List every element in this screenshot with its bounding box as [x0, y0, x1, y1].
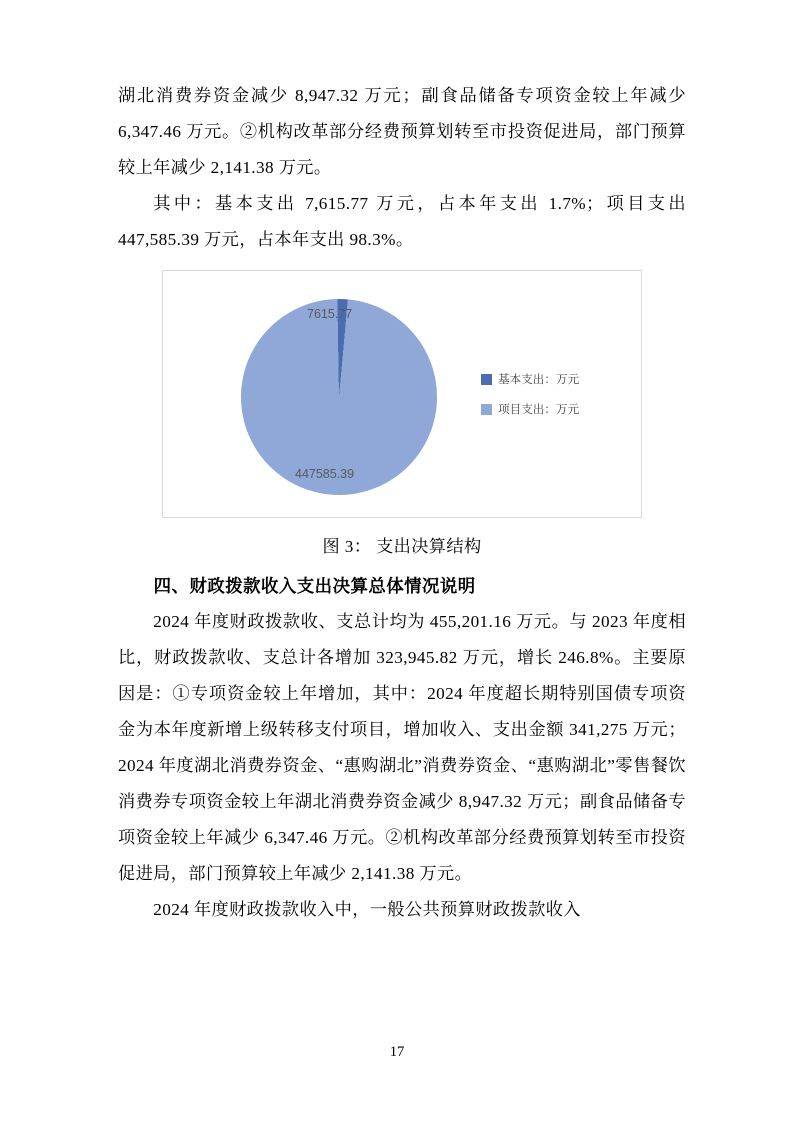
- page-number: 17: [389, 1044, 405, 1060]
- pie-label-basic: 7615.77: [307, 307, 353, 321]
- pie-graphic: [241, 299, 437, 495]
- legend-item-project: [481, 401, 579, 417]
- legend-item-basic: [481, 371, 579, 387]
- figure-3-container: [118, 270, 686, 518]
- figure-caption: 图 3： 支出决算结构: [322, 537, 482, 556]
- paragraph-breakdown: 其中：基本支出 7,615.77 万元，占本年支出 1.7%；项目支出 447,585.39 万元，占本年支出 98.3%。: [118, 194, 686, 249]
- pie-chart: [162, 270, 642, 518]
- chart-legend: [481, 371, 579, 431]
- paragraph-fiscal-income: 2024 年度财政拨款收入中，一般公共预算财政拨款收入: [153, 900, 581, 919]
- paragraph-continuation: 湖北消费券资金减少 8,947.32 万元；副食品储备专项资金较上年减少 6,347.46 万元。②机构改革部分经费预算划转至市投资促进局，部门预算较上年减少 2,141.38 万元。: [118, 86, 686, 177]
- paragraph-fiscal-summary: 2024 年度财政拨款收、支总计均为 455,201.16 万元。与 2023 年度相比，财政拨款收、支总计各增加 323,945.82 万元，增长 246.8%。主要原因是：①专项资金较上年增加，其中：2024 年度超长期特别国债专项资金为本年度新增上级转移支付项目，增加收入、支出金额 341,275 万元；2024 年度湖北消费券资金、“惠购湖北”消费券资金、“惠购湖北”零售餐饮消费券专项资金较上年湖北消费券资金减少 8,947.32 万元；副食品储备专项资金较上年减少 6,347.46 万元。②机构改革部分经费预算划转至市投资促进局，部门预算较上年减少 2,141.38 万元。: [118, 612, 686, 883]
- pie-label-project: 447585.39: [295, 467, 355, 481]
- legend-label-basic: 基本支出：万元: [498, 373, 580, 386]
- pie-slices: [241, 299, 437, 495]
- section-heading: 四、财政拨款收入支出决算总体情况说明: [153, 576, 476, 596]
- legend-swatch-icon: [481, 374, 492, 385]
- legend-label-project: 项目支出：万元: [498, 403, 580, 416]
- legend-swatch-icon: [481, 404, 492, 415]
